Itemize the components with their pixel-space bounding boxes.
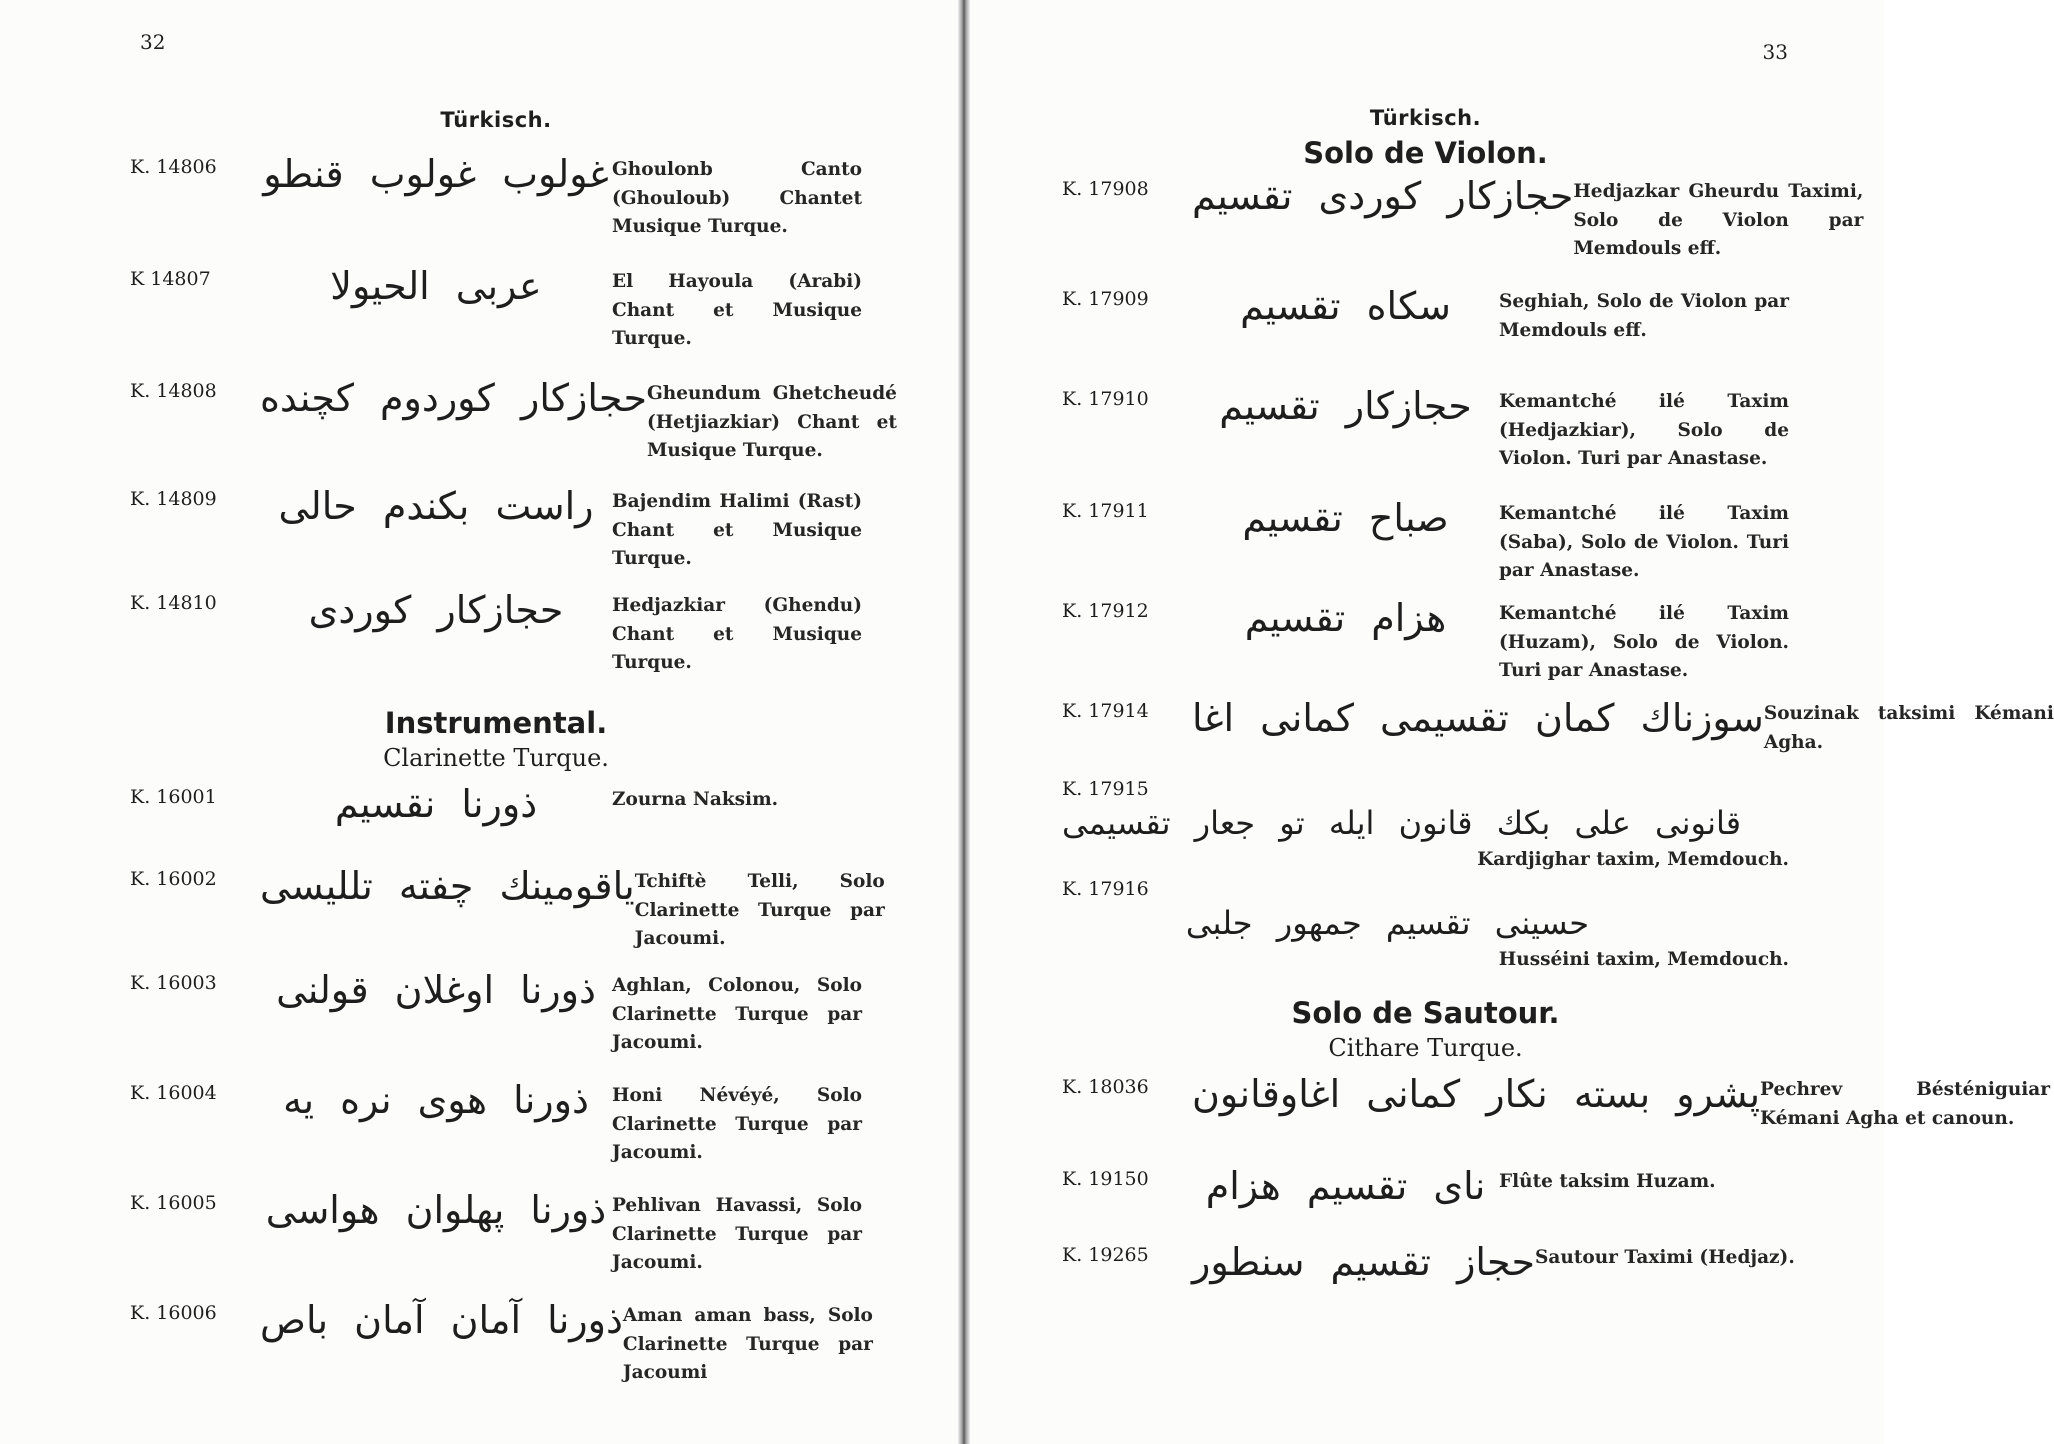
- catalog-entry: [1062, 174, 1864, 284]
- catalog-number: K. 17914: [1062, 700, 1149, 722]
- catalog-entry: [130, 1188, 862, 1298]
- catalog-number: K. 16006: [130, 1302, 217, 1324]
- arabic-title: ناى تقسيم هزام: [1205, 1164, 1486, 1208]
- arabic-title: ذورنا آمان آمان باص: [260, 1298, 623, 1342]
- catalog-entry: [1062, 1240, 1795, 1310]
- catalog-entry: [130, 264, 862, 376]
- page-heading: Türkisch.: [440, 108, 552, 132]
- entry-description: Hedjazkiar (Ghendu) Chant et Musique Turque.: [612, 595, 862, 674]
- arabic-title: صباح تقسيم: [1242, 496, 1449, 540]
- section-heading: Solo de Sautour.: [1291, 996, 1560, 1030]
- entry-list: [1062, 174, 2054, 774]
- arabic-title: ياقومينك چفته تلليسى: [260, 864, 635, 908]
- catalog-entry: [130, 1078, 862, 1188]
- catalog-entry: [130, 782, 862, 864]
- catalog-entry: [130, 588, 862, 688]
- entry-list: [1062, 1072, 2051, 1310]
- catalog-number: K. 16005: [130, 1192, 217, 1214]
- catalog-number: K. 17912: [1062, 600, 1149, 622]
- entry-description: Tchiftè Telli, Solo Clarinette Turque par Jacoumi.: [634, 871, 885, 950]
- arabic-title: حسينى تقسيم جمهور جلبى: [1185, 903, 1589, 942]
- entry-description: Flûte taksim Huzam.: [1499, 1171, 1716, 1192]
- arabic-title: سوزناك كمان تقسيمى كمانى اغا: [1192, 696, 1764, 740]
- entry-description: Sautour Taximi (Hedjaz).: [1535, 1247, 1795, 1268]
- catalog-entry: [130, 1298, 873, 1388]
- catalog-number: K. 18036: [1062, 1076, 1149, 1098]
- entry-description: Kemantché ilé Taxim (Hedjazkiar), Solo de Violon. Turi par Anastase.: [1499, 391, 1789, 470]
- book-gutter: [958, 0, 970, 1444]
- entry-description: Kemantché ilé Taxim (Saba), Solo de Violon. Turi par Anastase.: [1499, 503, 1789, 582]
- catalog-number: K 14807: [130, 268, 211, 290]
- catalog-number: K. 17909: [1062, 288, 1149, 310]
- arabic-title: عربى الحيولا: [330, 264, 542, 308]
- catalog-number: K. 14808: [130, 380, 217, 402]
- catalog-entry: [130, 152, 862, 264]
- catalog-number: K. 16002: [130, 868, 217, 890]
- entry-description: Kardjighar taxim, Memdouch.: [1477, 849, 1789, 871]
- catalog-number: K. 17910: [1062, 388, 1149, 410]
- section-heading: Instrumental.: [384, 706, 608, 740]
- entry-list: [1062, 774, 1789, 974]
- catalog-entry: [130, 376, 897, 484]
- right-page: [942, 0, 2054, 1444]
- arabic-title: حجازكار تقسيم: [1219, 384, 1472, 428]
- catalog-entry: [1062, 496, 1789, 596]
- left-page: [0, 0, 942, 1444]
- catalog-number: K. 14810: [130, 592, 217, 614]
- entry-description: Pechrev Bésténiguiar Kémani Agha et canoun.: [1760, 1079, 2051, 1129]
- entry-description: Husséini taxim, Memdouch.: [1498, 949, 1789, 971]
- arabic-title: ذورنا پهلوان هواسى: [265, 1188, 607, 1232]
- catalog-entry: [1062, 596, 1789, 696]
- arabic-title: حجازكار كوردى: [308, 588, 564, 632]
- entry-list: [130, 152, 897, 688]
- entry-list: [130, 782, 885, 1388]
- entry-description: Seghiah, Solo de Violon par Memdouls eff.: [1499, 291, 1789, 341]
- catalog-number: K. 17911: [1062, 500, 1149, 522]
- page-number: 33: [1762, 40, 1788, 64]
- catalog-entry: [1062, 696, 2054, 774]
- arabic-title: قانونى على بكك قانون ايله تو جعار تقسيمى: [1062, 803, 1742, 842]
- entry-description: Hedjazkar Gheurdu Taximi, Solo de Violon par Memdouls eff.: [1573, 181, 1864, 260]
- subsection-heading: Clarinette Turque.: [383, 744, 609, 772]
- arabic-title: ذورنا نقسيم: [334, 782, 538, 826]
- entry-description: Bajendim Halimi (Rast) Chant et Musique Turque.: [612, 491, 862, 570]
- entry-description: Pehlivan Havassi, Solo Clarinette Turque par Jacoumi.: [612, 1195, 862, 1274]
- catalog-entry: [1062, 1164, 1789, 1240]
- page-number: 32: [140, 30, 166, 54]
- catalog-number: K. 17908: [1062, 178, 1149, 200]
- catalog-number: K. 14809: [130, 488, 217, 510]
- arabic-title: ذورنا اوغلان قولنى: [276, 968, 596, 1012]
- arabic-title: هزام تقسيم: [1244, 596, 1447, 640]
- catalog-number: K. 16004: [130, 1082, 217, 1104]
- section-heading: Solo de Violon.: [1303, 136, 1548, 170]
- catalog-entry: [130, 864, 885, 968]
- catalog-number: K. 14806: [130, 156, 217, 178]
- catalog-entry: [130, 968, 862, 1078]
- catalog-number: K. 17916: [1062, 878, 1149, 900]
- catalog-entry: [1062, 874, 1789, 974]
- arabic-title: سكاه تقسيم: [1240, 284, 1451, 328]
- arabic-title: راست بكندم حالى: [278, 484, 594, 528]
- catalog-entry: [1062, 384, 1789, 496]
- entry-description: Kemantché ilé Taxim (Huzam), Solo de Violon. Turi par Anastase.: [1499, 603, 1789, 682]
- arabic-title: حجازكار كوردى تقسيم: [1192, 174, 1574, 218]
- entry-description: Aman aman bass, Solo Clarinette Turque par Jacoumi: [622, 1305, 873, 1384]
- entry-description: El Hayoula (Arabi) Chant et Musique Turque.: [612, 271, 862, 350]
- entry-description: Souzinak taksimi Kémani Agha.: [1763, 703, 2054, 753]
- catalog-number: K. 19150: [1062, 1168, 1149, 1190]
- entry-description: Ghoulonb Canto (Ghouloub) Chantet Musique Turque.: [612, 159, 862, 238]
- catalog-entry: [1062, 1072, 2051, 1164]
- arabic-title: غولوب غولوب قنطو: [263, 152, 609, 196]
- entry-description: Gheundum Ghetcheudé (Hetjiazkiar) Chant et Musique Turque.: [646, 383, 897, 462]
- arabic-title: حجاز تقسيم سنطور: [1192, 1240, 1536, 1284]
- arabic-title: ذورنا هوى نره يه: [283, 1078, 589, 1122]
- catalog-number: K. 16003: [130, 972, 217, 994]
- catalog-number: K. 16001: [130, 786, 217, 808]
- catalog-entry: [1062, 774, 1789, 874]
- catalog-entry: [130, 484, 862, 588]
- entry-description: Zourna Naksim.: [612, 789, 779, 810]
- catalog-number: K. 19265: [1062, 1244, 1149, 1266]
- page-heading: Türkisch.: [1369, 106, 1482, 130]
- entry-description: Aghlan, Colonou, Solo Clarinette Turque par Jacoumi.: [612, 975, 862, 1054]
- catalog-number: K. 17915: [1062, 778, 1149, 800]
- arabic-title: پشرو بسته نكار كمانى اغاوقانون: [1192, 1072, 1761, 1116]
- subsection-heading: Cithare Turque.: [1328, 1034, 1523, 1062]
- entry-description: Honi Névéyé, Solo Clarinette Turque par Jacoumi.: [612, 1085, 862, 1164]
- catalog-entry: [1062, 284, 1789, 384]
- arabic-title: حجازكار كوردوم كچنده: [260, 376, 647, 420]
